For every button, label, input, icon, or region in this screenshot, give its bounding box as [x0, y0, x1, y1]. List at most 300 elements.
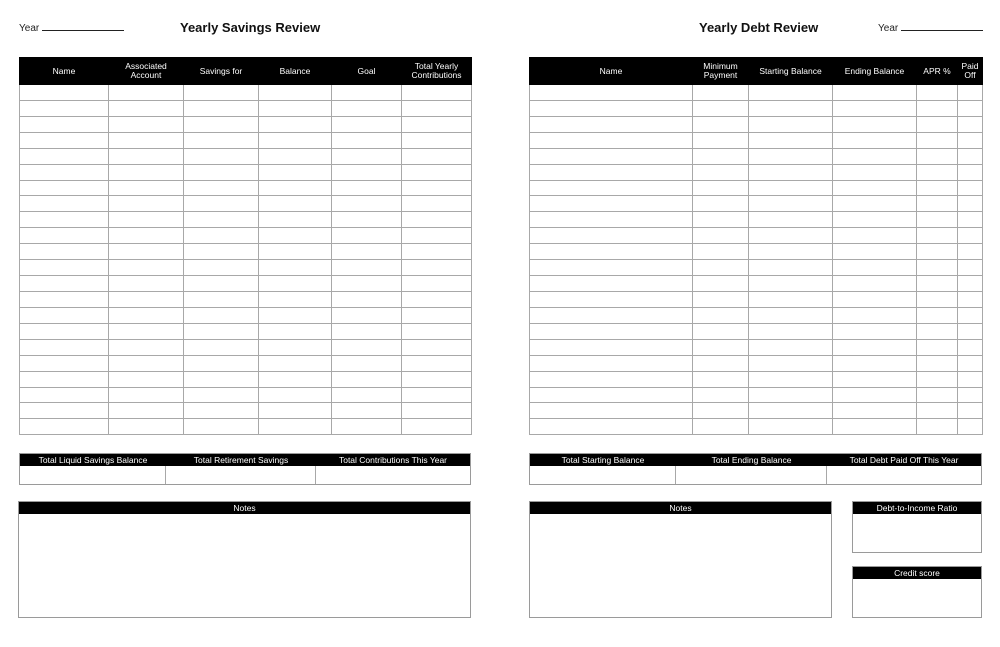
table-cell[interactable]: [20, 212, 109, 228]
table-cell[interactable]: [958, 100, 983, 116]
table-cell[interactable]: [530, 148, 693, 164]
table-cell[interactable]: [109, 371, 184, 387]
table-cell[interactable]: [109, 276, 184, 292]
table-cell[interactable]: [530, 355, 693, 371]
table-cell[interactable]: [749, 387, 833, 403]
table-cell[interactable]: [530, 339, 693, 355]
table-cell[interactable]: [917, 403, 958, 419]
table-cell[interactable]: [833, 116, 917, 132]
table-cell[interactable]: [693, 355, 749, 371]
table-cell[interactable]: [958, 419, 983, 435]
table-cell[interactable]: [259, 180, 332, 196]
table-cell[interactable]: [530, 132, 693, 148]
table-cell[interactable]: [332, 307, 402, 323]
table-cell[interactable]: [958, 307, 983, 323]
table-cell[interactable]: [332, 244, 402, 260]
table-cell[interactable]: [693, 116, 749, 132]
table-cell[interactable]: [530, 244, 693, 260]
table-cell[interactable]: [958, 371, 983, 387]
table-cell[interactable]: [530, 276, 693, 292]
table-cell[interactable]: [749, 323, 833, 339]
table-cell[interactable]: [259, 307, 332, 323]
table-cell[interactable]: [184, 276, 259, 292]
table-cell[interactable]: [184, 323, 259, 339]
savings-notes-panel[interactable]: [18, 501, 471, 618]
table-cell[interactable]: [259, 403, 332, 419]
table-cell[interactable]: [749, 164, 833, 180]
total-debt-paid-off-cell[interactable]: [827, 466, 981, 484]
table-cell[interactable]: [332, 371, 402, 387]
table-cell[interactable]: [958, 339, 983, 355]
table-cell[interactable]: [20, 403, 109, 419]
table-cell[interactable]: [184, 307, 259, 323]
table-cell[interactable]: [749, 371, 833, 387]
table-cell[interactable]: [833, 132, 917, 148]
table-cell[interactable]: [109, 85, 184, 101]
table-cell[interactable]: [109, 132, 184, 148]
table-cell[interactable]: [402, 196, 472, 212]
table-cell[interactable]: [958, 132, 983, 148]
table-cell[interactable]: [833, 403, 917, 419]
table-cell[interactable]: [332, 355, 402, 371]
table-cell[interactable]: [259, 164, 332, 180]
table-cell[interactable]: [693, 371, 749, 387]
table-cell[interactable]: [109, 164, 184, 180]
table-cell[interactable]: [958, 291, 983, 307]
savings-notes-label: Notes: [19, 502, 470, 514]
table-cell[interactable]: [530, 260, 693, 276]
table-cell[interactable]: [332, 100, 402, 116]
table-cell[interactable]: [917, 387, 958, 403]
table-cell[interactable]: [332, 196, 402, 212]
table-cell[interactable]: [109, 244, 184, 260]
table-cell[interactable]: [749, 212, 833, 228]
table-cell[interactable]: [917, 132, 958, 148]
table-cell[interactable]: [917, 148, 958, 164]
table-cell[interactable]: [833, 339, 917, 355]
table-cell[interactable]: [749, 339, 833, 355]
table-cell[interactable]: [693, 276, 749, 292]
table-cell[interactable]: [530, 164, 693, 180]
table-cell[interactable]: [693, 323, 749, 339]
table-cell[interactable]: [332, 339, 402, 355]
table-cell[interactable]: [109, 260, 184, 276]
table-cell[interactable]: [917, 260, 958, 276]
table-row: [530, 387, 983, 403]
table-cell[interactable]: [530, 307, 693, 323]
table-row: [20, 260, 472, 276]
debt-year-line: [901, 22, 983, 31]
table-cell[interactable]: [332, 180, 402, 196]
table-cell[interactable]: [693, 132, 749, 148]
total-retirement-savings-cell[interactable]: [166, 466, 316, 484]
table-cell[interactable]: [20, 116, 109, 132]
table-cell[interactable]: [402, 212, 472, 228]
table-cell[interactable]: [917, 100, 958, 116]
debt-col-ending-balance: Ending Balance: [833, 58, 917, 85]
table-row: [20, 116, 472, 132]
table-cell[interactable]: [530, 196, 693, 212]
table-cell[interactable]: [958, 196, 983, 212]
table-cell[interactable]: [259, 371, 332, 387]
table-cell[interactable]: [958, 85, 983, 101]
table-cell[interactable]: [402, 132, 472, 148]
table-cell[interactable]: [958, 355, 983, 371]
table-cell[interactable]: [109, 180, 184, 196]
table-cell[interactable]: [259, 244, 332, 260]
table-cell[interactable]: [958, 323, 983, 339]
table-cell[interactable]: [402, 100, 472, 116]
table-cell[interactable]: [833, 260, 917, 276]
table-cell[interactable]: [332, 291, 402, 307]
table-cell[interactable]: [958, 116, 983, 132]
table-cell[interactable]: [958, 244, 983, 260]
table-cell[interactable]: [259, 100, 332, 116]
table-cell[interactable]: [259, 339, 332, 355]
table-cell[interactable]: [958, 276, 983, 292]
table-cell[interactable]: [259, 260, 332, 276]
savings-col-associated-account: Associated Account: [109, 58, 184, 85]
table-cell[interactable]: [917, 291, 958, 307]
table-cell[interactable]: [184, 164, 259, 180]
table-cell[interactable]: [693, 212, 749, 228]
table-cell[interactable]: [332, 276, 402, 292]
savings-col-balance: Balance: [259, 58, 332, 85]
table-cell[interactable]: [530, 403, 693, 419]
table-cell[interactable]: [917, 116, 958, 132]
table-cell[interactable]: [958, 180, 983, 196]
table-cell[interactable]: [749, 260, 833, 276]
table-cell[interactable]: [20, 244, 109, 260]
table-cell[interactable]: [259, 323, 332, 339]
table-cell[interactable]: [749, 85, 833, 101]
table-cell[interactable]: [958, 403, 983, 419]
table-cell[interactable]: [749, 228, 833, 244]
table-cell[interactable]: [530, 291, 693, 307]
table-cell[interactable]: [259, 419, 332, 435]
table-cell[interactable]: [184, 132, 259, 148]
table-cell[interactable]: [530, 228, 693, 244]
table-cell[interactable]: [259, 116, 332, 132]
table-cell[interactable]: [20, 260, 109, 276]
table-cell[interactable]: [20, 387, 109, 403]
table-cell[interactable]: [833, 276, 917, 292]
table-cell[interactable]: [749, 180, 833, 196]
table-cell[interactable]: [259, 291, 332, 307]
table-row: [530, 323, 983, 339]
table-cell[interactable]: [20, 339, 109, 355]
table-cell[interactable]: [530, 323, 693, 339]
table-cell[interactable]: [530, 85, 693, 101]
table-cell[interactable]: [20, 180, 109, 196]
table-cell[interactable]: [693, 291, 749, 307]
total-starting-balance-cell[interactable]: [530, 466, 676, 484]
table-cell[interactable]: [402, 323, 472, 339]
table-cell[interactable]: [20, 132, 109, 148]
table-cell[interactable]: [109, 339, 184, 355]
table-cell[interactable]: [20, 276, 109, 292]
table-cell[interactable]: [184, 339, 259, 355]
table-cell[interactable]: [332, 85, 402, 101]
table-cell[interactable]: [184, 85, 259, 101]
table-cell[interactable]: [530, 116, 693, 132]
table-cell[interactable]: [402, 387, 472, 403]
table-cell[interactable]: [402, 291, 472, 307]
table-cell[interactable]: [833, 307, 917, 323]
table-cell[interactable]: [833, 85, 917, 101]
table-cell[interactable]: [20, 323, 109, 339]
table-cell[interactable]: [259, 196, 332, 212]
table-row: [530, 371, 983, 387]
table-cell[interactable]: [833, 180, 917, 196]
table-cell[interactable]: [749, 244, 833, 260]
table-cell[interactable]: [402, 164, 472, 180]
table-cell[interactable]: [332, 419, 402, 435]
table-row: [530, 228, 983, 244]
table-cell[interactable]: [402, 228, 472, 244]
table-cell[interactable]: [332, 212, 402, 228]
table-cell[interactable]: [184, 148, 259, 164]
table-cell[interactable]: [917, 164, 958, 180]
table-row: [530, 291, 983, 307]
table-cell[interactable]: [693, 419, 749, 435]
table-cell[interactable]: [693, 387, 749, 403]
debt-notes-panel[interactable]: [529, 501, 832, 618]
table-row: [530, 196, 983, 212]
savings-year-field[interactable]: [19, 22, 124, 34]
table-cell[interactable]: [184, 419, 259, 435]
table-cell[interactable]: [917, 276, 958, 292]
table-cell[interactable]: [20, 355, 109, 371]
table-cell[interactable]: [693, 100, 749, 116]
table-cell[interactable]: [20, 85, 109, 101]
table-cell[interactable]: [184, 403, 259, 419]
debt-to-income-label: Debt-to-Income Ratio: [853, 502, 981, 514]
table-cell[interactable]: [693, 244, 749, 260]
table-cell[interactable]: [184, 371, 259, 387]
table-cell[interactable]: [402, 403, 472, 419]
table-cell[interactable]: [833, 323, 917, 339]
table-cell[interactable]: [749, 132, 833, 148]
table-cell[interactable]: [917, 355, 958, 371]
table-cell[interactable]: [332, 116, 402, 132]
table-cell[interactable]: [20, 371, 109, 387]
table-cell[interactable]: [833, 419, 917, 435]
table-cell[interactable]: [917, 244, 958, 260]
table-cell[interactable]: [402, 180, 472, 196]
table-cell[interactable]: [402, 116, 472, 132]
table-cell[interactable]: [109, 355, 184, 371]
table-cell[interactable]: [958, 228, 983, 244]
table-cell[interactable]: [184, 196, 259, 212]
table-cell[interactable]: [184, 355, 259, 371]
table-cell[interactable]: [693, 164, 749, 180]
debt-col-minimum-payment: Minimum Payment: [693, 58, 749, 85]
table-cell[interactable]: [109, 419, 184, 435]
table-row: [20, 323, 472, 339]
debt-to-income-panel[interactable]: [852, 501, 982, 553]
table-cell[interactable]: [693, 85, 749, 101]
credit-score-panel[interactable]: [852, 566, 982, 618]
table-cell[interactable]: [530, 387, 693, 403]
table-cell[interactable]: [917, 85, 958, 101]
table-cell[interactable]: [693, 403, 749, 419]
table-cell[interactable]: [332, 387, 402, 403]
table-cell[interactable]: [184, 387, 259, 403]
table-cell[interactable]: [530, 419, 693, 435]
table-cell[interactable]: [402, 307, 472, 323]
table-cell[interactable]: [917, 196, 958, 212]
table-cell[interactable]: [20, 419, 109, 435]
table-cell[interactable]: [693, 196, 749, 212]
table-cell[interactable]: [259, 212, 332, 228]
table-cell[interactable]: [917, 339, 958, 355]
table-cell[interactable]: [109, 323, 184, 339]
table-cell[interactable]: [259, 387, 332, 403]
table-cell[interactable]: [184, 212, 259, 228]
table-row: [530, 212, 983, 228]
table-cell[interactable]: [20, 228, 109, 244]
table-cell[interactable]: [749, 196, 833, 212]
table-cell[interactable]: [184, 116, 259, 132]
table-cell[interactable]: [402, 355, 472, 371]
table-cell[interactable]: [259, 355, 332, 371]
table-cell[interactable]: [402, 85, 472, 101]
debt-col-paid-off: Paid Off: [958, 58, 983, 85]
table-cell[interactable]: [109, 100, 184, 116]
table-cell[interactable]: [109, 403, 184, 419]
debt-year-label: Year: [878, 23, 899, 34]
table-cell[interactable]: [259, 85, 332, 101]
table-cell[interactable]: [259, 228, 332, 244]
table-cell[interactable]: [184, 244, 259, 260]
table-cell[interactable]: [530, 100, 693, 116]
table-cell[interactable]: [332, 164, 402, 180]
table-cell[interactable]: [332, 323, 402, 339]
table-cell[interactable]: [749, 355, 833, 371]
table-cell[interactable]: [184, 260, 259, 276]
table-cell[interactable]: [109, 291, 184, 307]
table-cell[interactable]: [109, 212, 184, 228]
table-cell[interactable]: [917, 212, 958, 228]
table-cell[interactable]: [749, 100, 833, 116]
table-cell[interactable]: [749, 276, 833, 292]
table-cell[interactable]: [917, 307, 958, 323]
table-cell[interactable]: [958, 164, 983, 180]
table-cell[interactable]: [917, 371, 958, 387]
table-cell[interactable]: [402, 339, 472, 355]
table-cell[interactable]: [693, 228, 749, 244]
table-cell[interactable]: [958, 260, 983, 276]
total-contributions-cell[interactable]: [316, 466, 470, 484]
table-cell[interactable]: [749, 307, 833, 323]
table-cell[interactable]: [958, 212, 983, 228]
table-cell[interactable]: [332, 132, 402, 148]
table-cell[interactable]: [833, 244, 917, 260]
table-cell[interactable]: [109, 387, 184, 403]
debt-year-field[interactable]: [878, 22, 983, 34]
table-cell[interactable]: [20, 164, 109, 180]
table-cell[interactable]: [833, 371, 917, 387]
table-cell[interactable]: [530, 212, 693, 228]
table-cell[interactable]: [749, 116, 833, 132]
table-cell[interactable]: [530, 180, 693, 196]
table-cell[interactable]: [693, 148, 749, 164]
table-cell[interactable]: [958, 387, 983, 403]
table-cell[interactable]: [693, 260, 749, 276]
table-cell[interactable]: [749, 291, 833, 307]
table-cell[interactable]: [749, 403, 833, 419]
table-cell[interactable]: [20, 307, 109, 323]
table-cell[interactable]: [749, 148, 833, 164]
table-row: [530, 180, 983, 196]
table-cell[interactable]: [693, 307, 749, 323]
table-cell[interactable]: [749, 419, 833, 435]
table-cell[interactable]: [833, 228, 917, 244]
table-cell[interactable]: [259, 276, 332, 292]
table-cell[interactable]: [109, 307, 184, 323]
table-cell[interactable]: [402, 260, 472, 276]
table-cell[interactable]: [917, 419, 958, 435]
table-cell[interactable]: [958, 148, 983, 164]
table-cell[interactable]: [259, 148, 332, 164]
table-cell[interactable]: [833, 291, 917, 307]
table-cell[interactable]: [20, 196, 109, 212]
table-cell[interactable]: [833, 148, 917, 164]
table-cell[interactable]: [693, 180, 749, 196]
table-cell[interactable]: [109, 228, 184, 244]
table-cell[interactable]: [20, 291, 109, 307]
table-cell[interactable]: [402, 371, 472, 387]
table-cell[interactable]: [833, 355, 917, 371]
table-row: [20, 403, 472, 419]
table-cell[interactable]: [402, 148, 472, 164]
table-cell[interactable]: [917, 228, 958, 244]
table-cell[interactable]: [833, 100, 917, 116]
savings-table-header: [20, 58, 472, 85]
table-cell[interactable]: [184, 100, 259, 116]
table-cell[interactable]: [402, 419, 472, 435]
table-cell[interactable]: [184, 228, 259, 244]
table-cell[interactable]: [20, 148, 109, 164]
table-cell[interactable]: [833, 387, 917, 403]
table-cell[interactable]: [402, 276, 472, 292]
table-cell[interactable]: [109, 196, 184, 212]
table-cell[interactable]: [109, 116, 184, 132]
table-cell[interactable]: [259, 132, 332, 148]
table-cell[interactable]: [402, 244, 472, 260]
total-ending-balance-cell[interactable]: [676, 466, 827, 484]
savings-col-goal: Goal: [332, 58, 402, 85]
table-cell[interactable]: [917, 180, 958, 196]
table-cell[interactable]: [332, 148, 402, 164]
table-cell[interactable]: [833, 212, 917, 228]
table-cell[interactable]: [109, 148, 184, 164]
table-cell[interactable]: [332, 228, 402, 244]
table-cell[interactable]: [332, 403, 402, 419]
table-cell[interactable]: [184, 180, 259, 196]
table-cell[interactable]: [693, 339, 749, 355]
table-cell[interactable]: [332, 260, 402, 276]
table-row: [20, 180, 472, 196]
table-cell[interactable]: [184, 291, 259, 307]
table-cell[interactable]: [833, 164, 917, 180]
total-liquid-savings-cell[interactable]: [20, 466, 166, 484]
table-cell[interactable]: [530, 371, 693, 387]
table-cell[interactable]: [833, 196, 917, 212]
table-cell[interactable]: [917, 323, 958, 339]
table-cell[interactable]: [20, 100, 109, 116]
